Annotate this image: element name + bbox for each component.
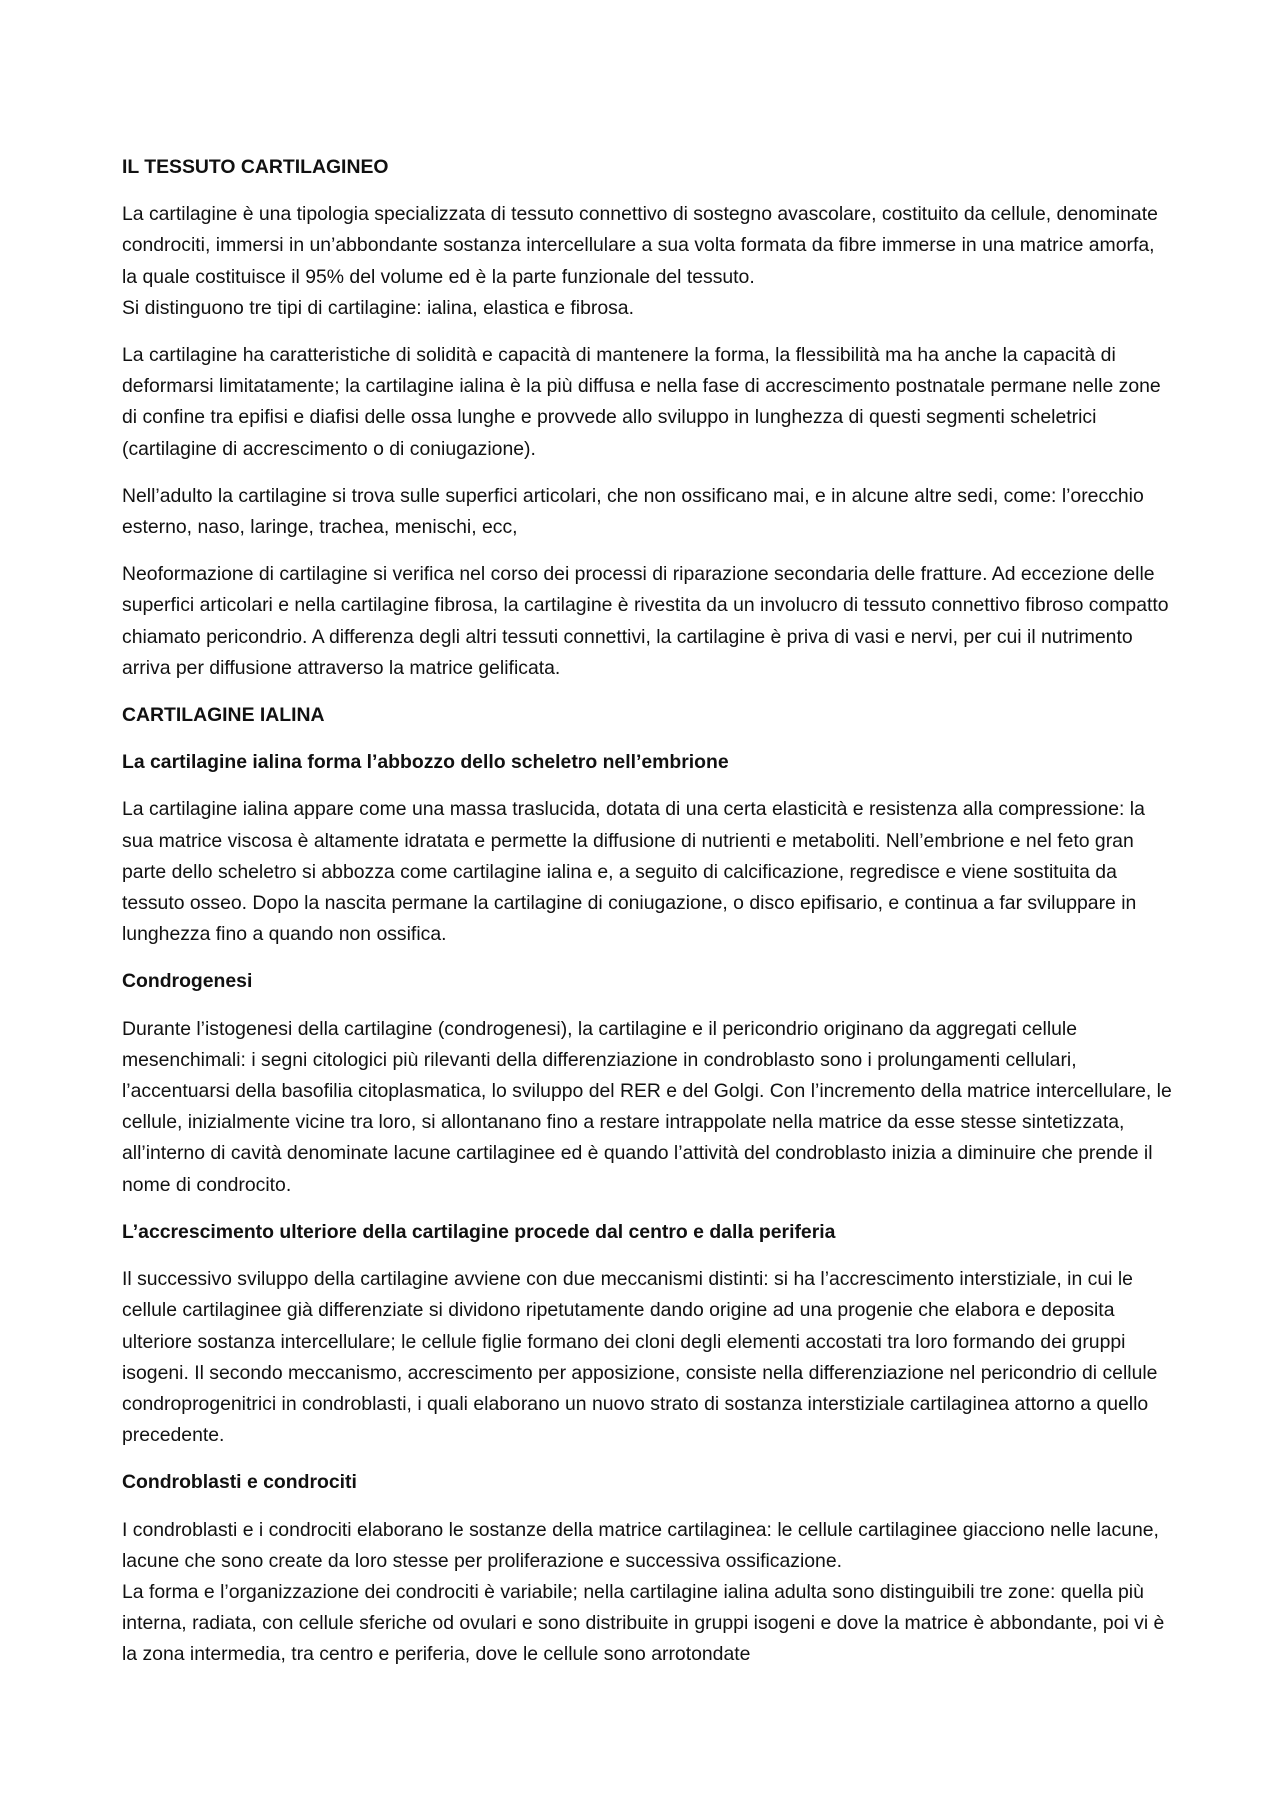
intro-paragraph-4: Neoformazione di cartilagine si verifica nel corso dei processi di riparazione secondaria delle fratture. Ad eccezione delle superfici articolari e nella cartilagine fibrosa, la cartilagine è rivestita da un involucro di tessuto connettivo fibroso compatto chiamato pericondrio. A differenza degli altri tessuti connettivi, la cartilagine è priva di vasi e nervi, per cui il nutrimento arriva per diffusione attraverso la matrice gelificata. <box>122 563 1169 679</box>
subsection-heading-condroblasti: Condroblasti e condrociti <box>122 1471 357 1494</box>
subsection-heading-condrogenesi: Condrogenesi <box>122 970 253 993</box>
intro-paragraph-2: La cartilagine ha caratteristiche di solidità e capacità di mantenere la forma, la flessibilità ma ha anche la capacità di deformarsi limitatamente; la cartilagine ialina è la più diffusa e nella fase di accrescimento postnatale permane nelle zone di confine tra epifisi e diafisi delle ossa lunghe e provvede allo sviluppo in lunghezza di questi segmenti scheletrici (cartilagine di accrescimento o di coniugazione). <box>122 344 1161 460</box>
subsection-heading-embrione: La cartilagine ialina forma l’abbozzo dello scheletro nell’embrione <box>122 751 729 774</box>
subsection-text-embrione: La cartilagine ialina appare come una massa traslucida, dotata di una certa elasticità e resistenza alla compressione: la sua matrice viscosa è altamente idratata e permette la diffusione di nutrienti e metaboliti. Nell’embrione e nel feto gran parte dello scheletro si abbozza come cartilagine ialina e, a seguito di calcificazione, regredisce e viene sostituita da tessuto osseo. Dopo la nascita permane la cartilagine di coniugazione, o disco epifisario, e continua a far sviluppare in lunghezza fino a quando non ossifica. <box>122 798 1145 946</box>
intro-paragraph-3: Nell’adulto la cartilagine si trova sulle superfici articolari, che non ossificano mai, e in alcune altre sedi, come: l’orecchio esterno, naso, laringe, trachea, menischi, ecc, <box>122 484 1144 539</box>
subsection-text-condrogenesi: Durante l’istogenesi della cartilagine (condrogenesi), la cartilagine e il pericondrio originano da aggregati cellule mesenchimali: i segni citologici più rilevanti della differenziazione in condroblasto sono i prolungamenti cellulari, l’accentuarsi della basofilia citoplasmatica, lo sviluppo del RER e del Golgi. Con l’incremento della matrice intercellulare, le cellule, inizialmente vicine tra loro, si allontanano fino a restare intrappolate nella matrice da esse stesse sintetizzata, all’interno di cavità denominate lacune cartilaginee ed è quando l’attività del condroblasto inizia a diminuire che prende il nome di condrocito. <box>122 1017 1172 1196</box>
document-title: IL TESSUTO CARTILAGINEO <box>122 156 389 178</box>
intro-paragraph-1: La cartilagine è una tipologia specializzata di tessuto connettivo di sostegno avascolare, costituito da cellule, denominate condrociti, immersi in un’abbondante sostanza intercellulare a sua volta formata da fibre immerse in una matrice amorfa, la quale costituisce il 95% del volume ed è la parte funzionale del tessuto. Si distinguono tre tipi di cartilagine: ialina, elastica e fibrosa. <box>122 203 1158 319</box>
subsection-heading-accrescimento: L’accrescimento ulteriore della cartilagine procede dal centro e dalla periferia <box>122 1220 836 1243</box>
subsection-text-condroblasti: I condroblasti e i condrociti elaborano le sostanze della matrice cartilaginea: le cellule cartilaginee giacciono nelle lacune, lacune che sono create da loro stesse per proliferazione e successiva ossificazione. La forma e l’organizzazione dei condrociti è variabile; nella cartilagine ialina adulta sono distinguibili tre zone: quella più interna, radiata, con cellule sferiche od ovulari e sono distribuite in gruppi isogeni e dove la matrice è abbondante, poi vi è la zona intermedia, tra centro e periferia, dove le cellule sono arrotondate <box>122 1518 1165 1666</box>
subsection-text-accrescimento: Il successivo sviluppo della cartilagine avviene con due meccanismi distinti: si ha l’accrescimento interstiziale, in cui le cellule cartilaginee già differenziate si dividono ripetutamente dando origine ad una progenie che elabora e deposita ulteriore sostanza intercellulare; le cellule figlie formano dei cloni degli elementi accostati tra loro formando dei gruppi isogeni. Il secondo meccanismo, accrescimento per apposizione, consiste nella differenziazione nel pericondrio di cellule condroprogenitrici in condroblasti, i quali elaborano un nuovo strato di sostanza interstiziale cartilaginea attorno a quello precedente. <box>122 1268 1158 1447</box>
section-title: CARTILAGINE IALINA <box>122 704 325 727</box>
document-body <box>122 152 1172 1687</box>
